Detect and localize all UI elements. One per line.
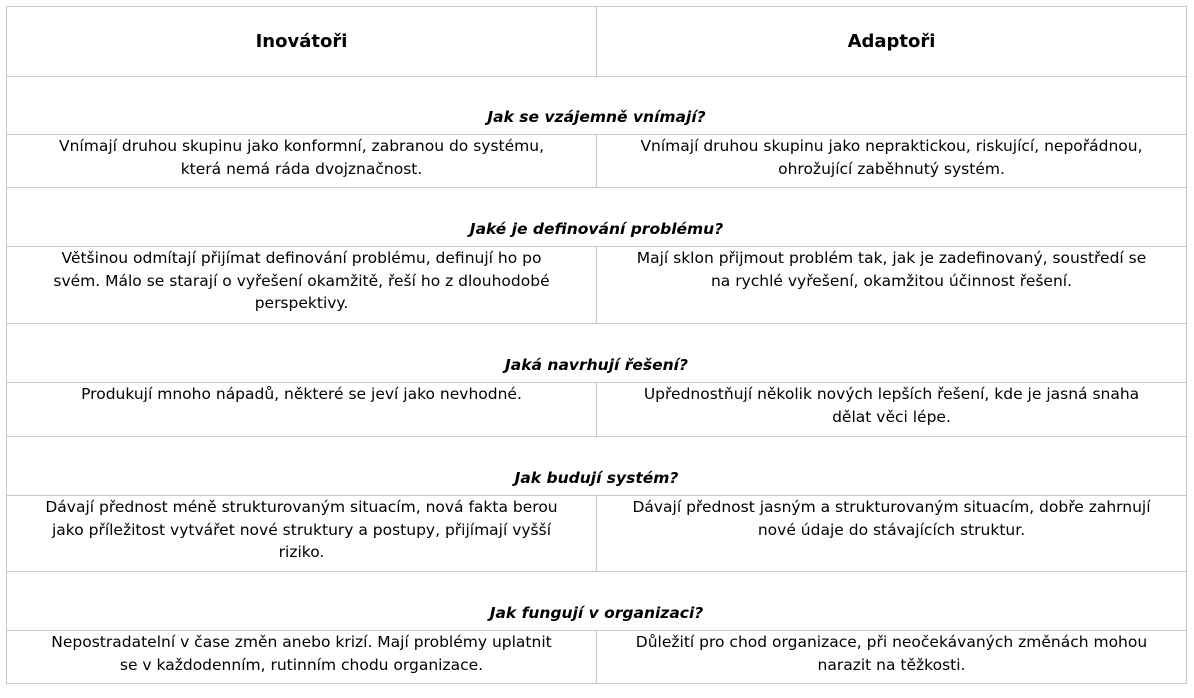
section-row	[7, 572, 1187, 631]
table-row	[7, 631, 1187, 684]
section-row	[7, 188, 1187, 247]
cell-text: Produkují mnoho nápadů, některé se jeví jako nevhodné.	[81, 385, 522, 403]
section-row	[7, 77, 1187, 135]
table-row	[7, 247, 1187, 324]
innovators-cell	[7, 247, 597, 324]
adaptors-cell	[597, 631, 1187, 684]
innovators-cell	[7, 496, 597, 572]
section-row	[7, 437, 1187, 496]
cell-text: Vnímají druhou skupinu jako konformní, zabranou do systému, která nemá ráda dvojznačnost.	[58, 137, 544, 178]
adaptors-cell	[597, 135, 1187, 188]
section-question: Jak se vzájemně vnímají?	[7, 77, 1187, 135]
section-question: Jak budují systém?	[7, 437, 1187, 496]
innovators-cell	[7, 383, 597, 437]
section-question: Jaké je definování problému?	[7, 188, 1187, 247]
table-row	[7, 496, 1187, 572]
section-row	[7, 324, 1187, 383]
section-question: Jaká navrhují řešení?	[7, 324, 1187, 383]
innovators-cell	[7, 135, 597, 188]
cell-text: Důležití pro chod organizace, při neočekávaných změnách mohou narazit na těžkosti.	[635, 633, 1148, 674]
adaptors-cell	[597, 247, 1187, 324]
cell-text: Většinou odmítají přijímat definování problému, definují ho po svém. Málo se starají o vyřešení okamžitě, řeší ho z dlouhodobé perspektivy.	[53, 249, 550, 312]
comparison-table	[6, 6, 1187, 684]
header-row	[7, 7, 1187, 77]
column-header-adaptors: Adaptoři	[597, 7, 1187, 77]
cell-text: Dávají přednost jasným a strukturovaným situacím, dobře zahrnují nové údaje do stávajících struktur.	[632, 498, 1151, 539]
table-row	[7, 135, 1187, 188]
table-row	[7, 383, 1187, 437]
column-header-innovators: Inovátoři	[7, 7, 597, 77]
cell-text: Dávají přednost méně strukturovaným situacím, nová fakta berou jako příležitost vytvářet nové struktury a postupy, přijímají vyšší riziko.	[45, 498, 558, 561]
cell-text: Mají sklon přijmout problém tak, jak je zadefinovaný, soustředí se na rychlé vyřešení, okamžitou účinnost řešení.	[636, 249, 1147, 290]
adaptors-cell	[597, 383, 1187, 437]
section-question: Jak fungují v organizaci?	[7, 572, 1187, 631]
cell-text: Vnímají druhou skupinu jako nepraktickou, riskující, nepořádnou, ohrožující zaběhnutý systém.	[640, 137, 1143, 178]
adaptors-cell	[597, 496, 1187, 572]
cell-text: Upřednostňují několik nových lepších řešení, kde je jasná snaha dělat věci lépe.	[643, 385, 1140, 426]
cell-text: Nepostradatelní v čase změn anebo krizí. Mají problémy uplatnit se v každodenním, rutinním chodu organizace.	[51, 633, 552, 674]
innovators-cell	[7, 631, 597, 684]
